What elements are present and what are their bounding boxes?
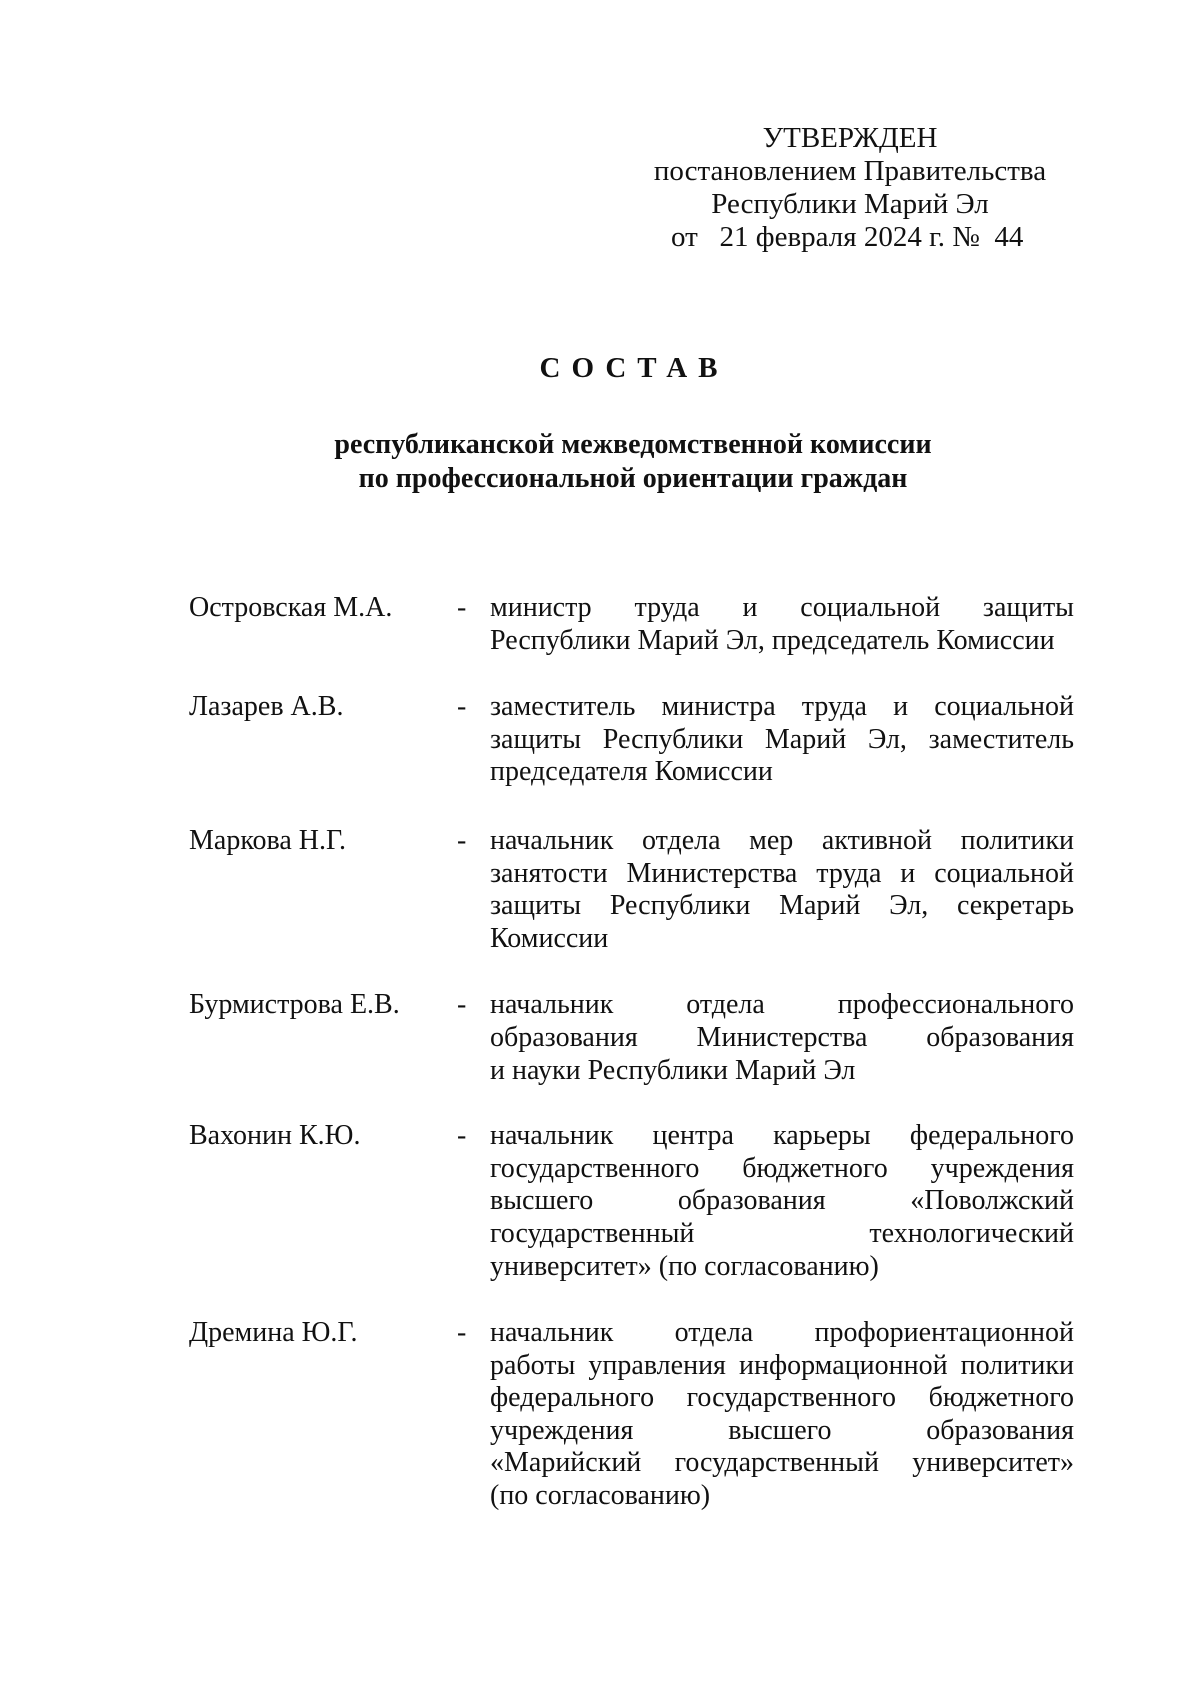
document-subtitle [0,428,1200,496]
member-dash: - [457,691,467,723]
member-position [490,592,1074,657]
member-position-line: начальник отдела профориентационной [490,1317,1074,1349]
member-dash: - [457,1120,467,1152]
member-position-line: министр труда и социальной защиты [490,592,1074,623]
document-title: СОСТАВ [539,352,729,384]
member-name: Лазарев А.В. [189,691,344,723]
member-row [189,592,1074,657]
member-position-line: защиты Республики Марий Эл, заместитель [490,723,1074,755]
member-position-line: государственного бюджетного учреждения [490,1152,1074,1184]
approval-date-rest: февраля 2024 г. № [755,221,980,253]
member-dash: - [457,989,467,1021]
member-name: Маркова Н.Г. [189,824,347,856]
member-position-line: учреждения высшего образования [490,1414,1074,1446]
members-list [189,592,1074,1513]
approval-stamp [640,122,1060,254]
member-position-line: занятости Министерства труда и социальной [490,857,1074,889]
subtitle-line-1: республиканской межведомственной комиссии [334,429,932,460]
member-row [189,691,1074,789]
member-dash: - [457,1317,467,1349]
member-position-line: начальник отдела профессионального [490,989,1074,1021]
approval-republic-line: Республики Марий Эл [711,188,989,220]
member-position-line: государственный технологический [490,1217,1074,1249]
member-position [490,989,1074,1087]
member-position-line: высшего образования «Поволжский [490,1185,1074,1217]
approval-resolution-line: постановлением Правительства [653,155,1047,187]
member-dash: - [457,592,467,623]
member-position-line: начальник центра карьеры федерального [490,1120,1074,1152]
member-row [189,825,1074,955]
member-position [490,1120,1074,1283]
approval-date-line [640,221,1060,254]
member-position-line: и науки Республики Марий Эл [490,1054,856,1086]
subtitle-line-2: по профессиональной ориентации граждан [358,463,908,494]
member-position-line: университет» (по согласованию) [490,1250,879,1282]
member-position [490,691,1074,789]
member-row [189,989,1074,1087]
approval-heading: УТВЕРЖДЕН [762,122,938,154]
approval-number: 44 [994,221,1024,253]
member-position-line: работы управления информационной политики [490,1349,1074,1381]
member-position-line: начальник отдела мер активной политики [490,824,1074,856]
member-position [490,825,1074,955]
member-position-line: заместитель министра труда и социальной [490,691,1074,723]
member-row [189,1317,1074,1513]
member-name: Дремина Ю.Г. [189,1317,358,1349]
member-position-line: образования Министерства образования [490,1021,1074,1053]
member-position-line: Комиссии [490,922,609,954]
member-position-line: председателя Комиссии [490,756,773,788]
member-name: Бурмистрова Е.В. [189,989,400,1021]
member-name: Островская М.А. [189,592,393,623]
member-position-line: федерального государственного бюджетного [490,1382,1074,1414]
approval-date-day: 21 [719,221,749,253]
member-position-line: защиты Республики Марий Эл, секретарь [490,890,1074,922]
member-position-line: Республики Марий Эл, председатель Комиссии [490,624,1055,656]
member-dash: - [457,824,467,856]
member-name: Вахонин К.Ю. [189,1120,361,1152]
approval-date-prefix: от [671,221,698,253]
member-position [490,1317,1074,1513]
member-row [189,1120,1074,1283]
member-position-line: «Марийский государственный университет» [490,1447,1074,1479]
member-position-line: (по согласованию) [490,1480,711,1512]
